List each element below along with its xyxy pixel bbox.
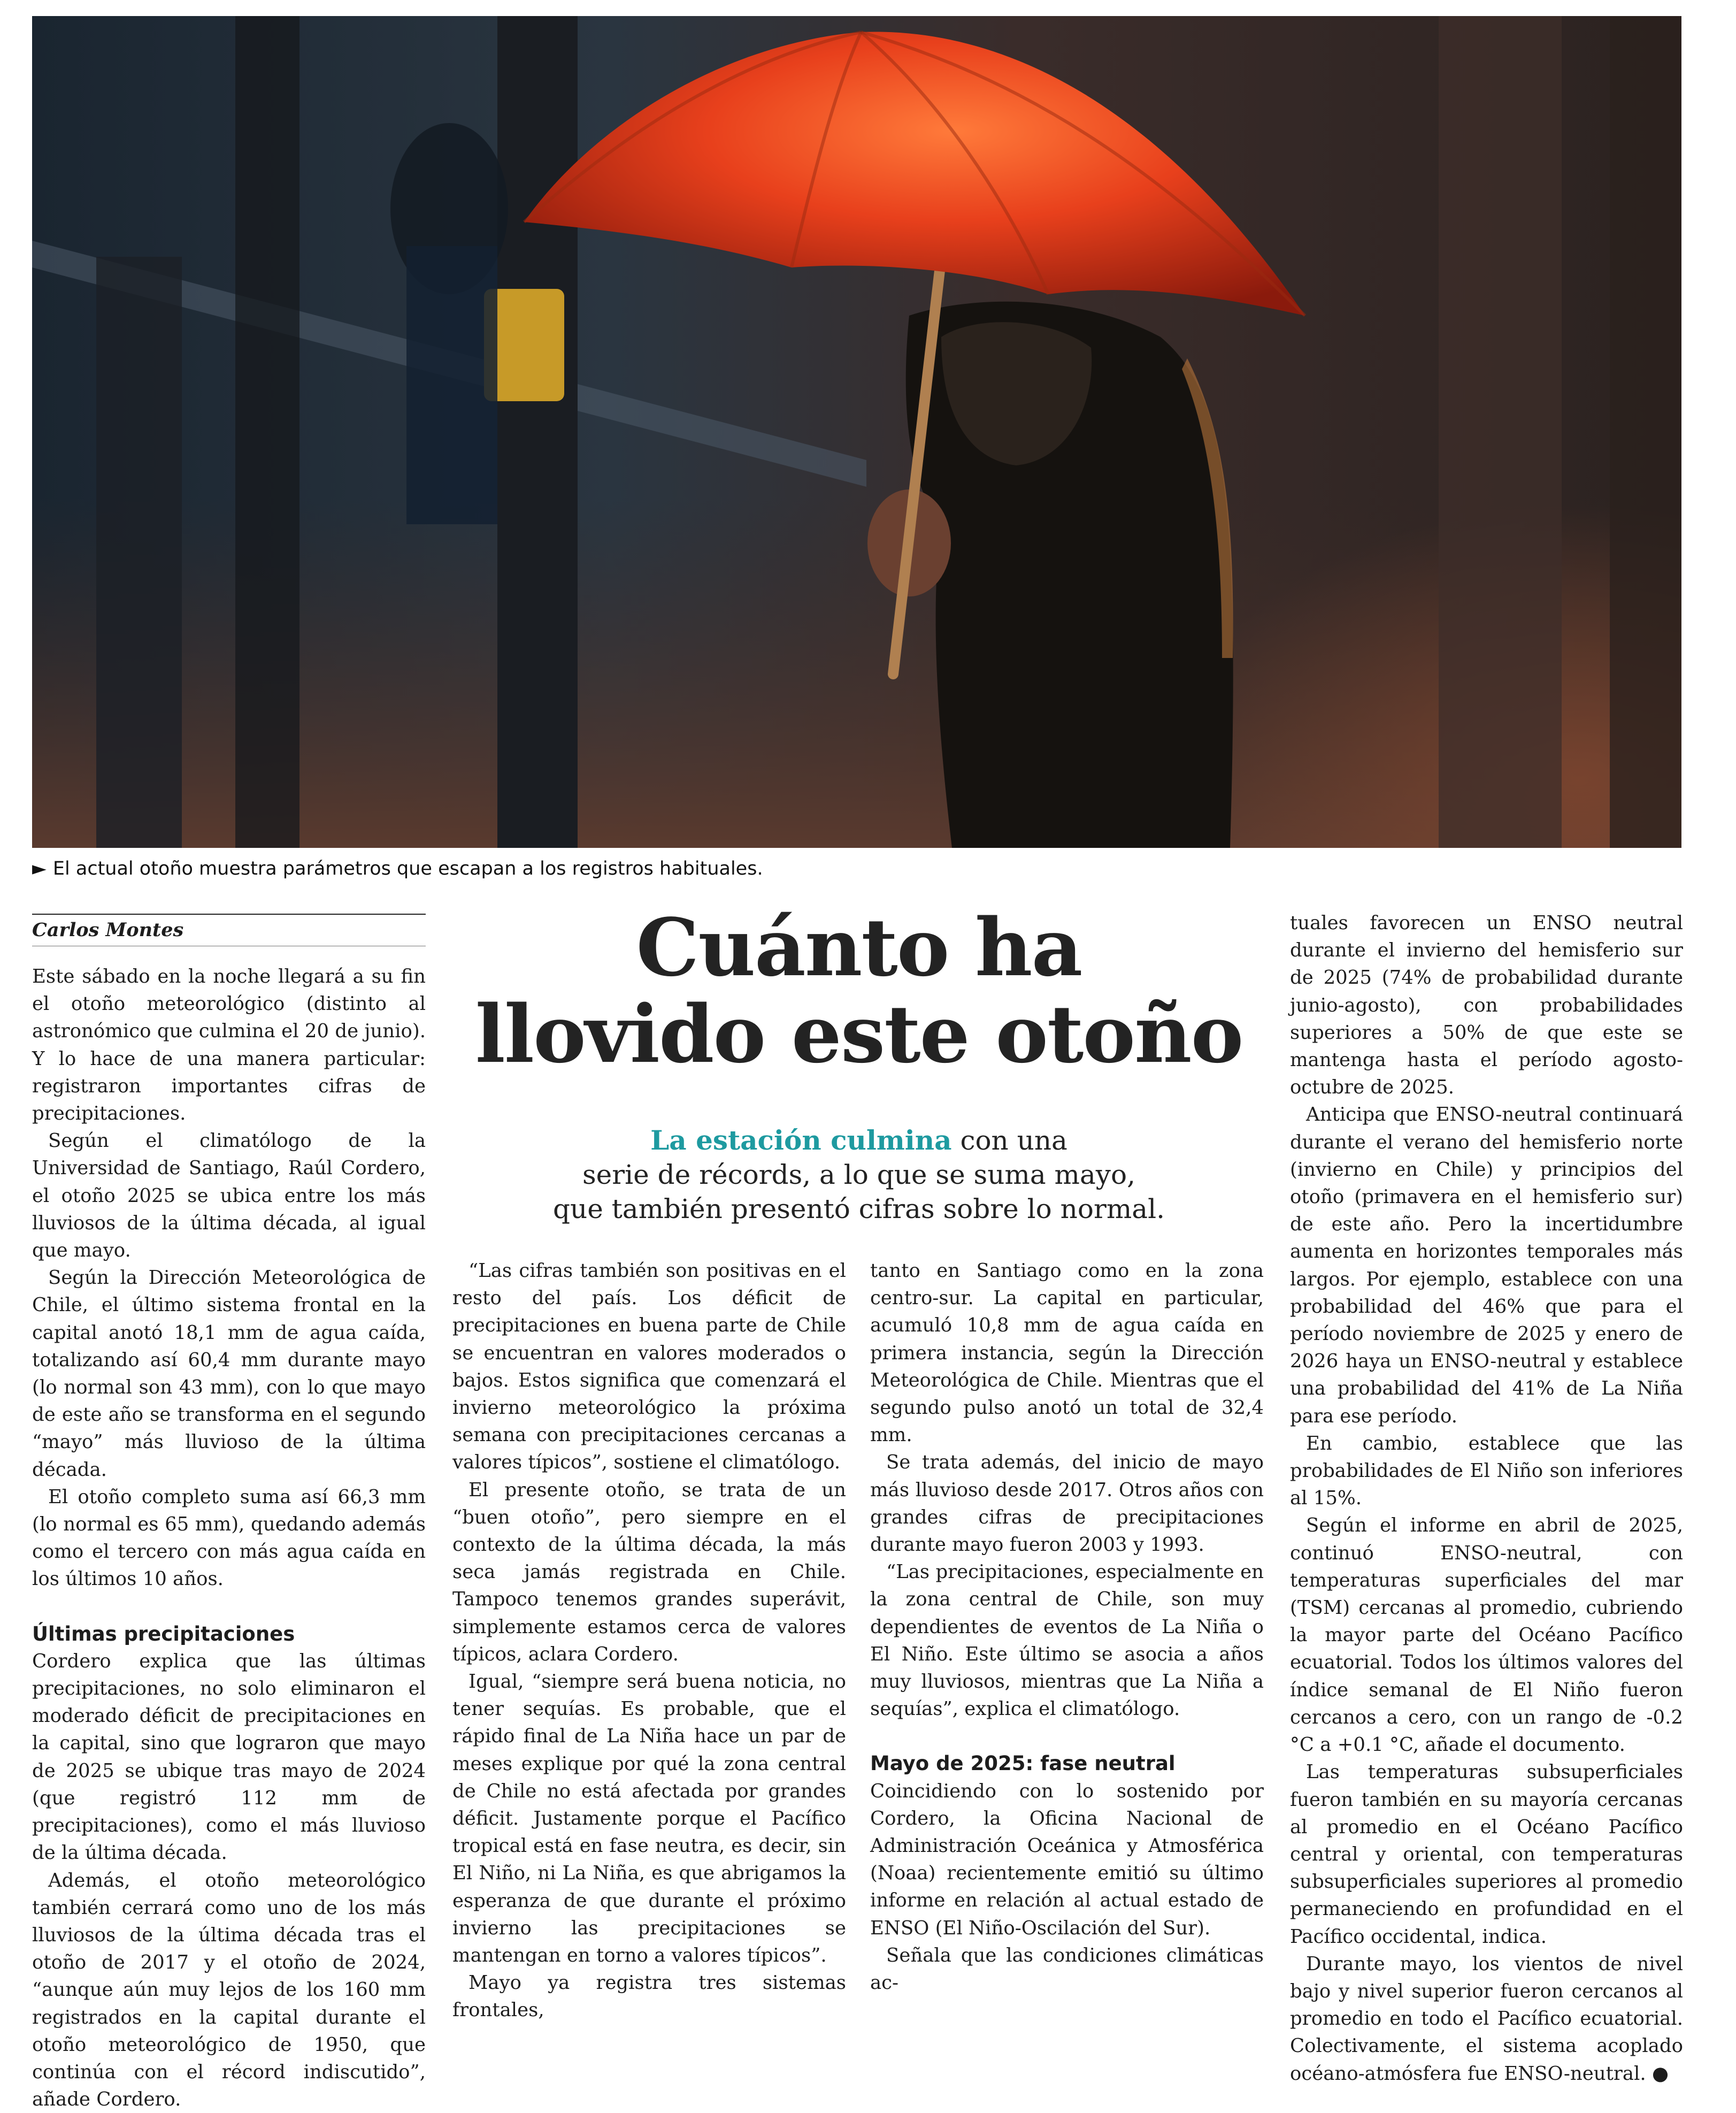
deck-lead: La estación culmina: [650, 1124, 951, 1156]
deck-line-1-rest: con una: [952, 1125, 1067, 1156]
subheading-ultimas-precipitaciones: Últimas precipitaciones: [32, 1620, 426, 1648]
col1-paragraph-5: Cordero explica que las últimas precipitaciones, no solo eliminaron el moderado déficit de precipitaciones en la capital, sino que lograron que mayo de 2025 se ubique tras mayo de 2024 (que registró 112 mm de precipitaciones), como el más lluvioso de la última década.: [32, 1648, 426, 1867]
article-column-2: [452, 1257, 846, 2024]
col1-paragraph-1: Este sábado en la noche llegará a su fin el otoño meteorológico (distinto al astronómico que culmina el 20 de junio). Y lo hace de una manera particular: registraron importantes cifras de precipitaciones.: [32, 963, 426, 1127]
article-column-3: [870, 1257, 1264, 1996]
col4-paragraph-2: Anticipa que ENSO-neutral continuará durante el verano del hemisferio norte (invierno en Chile) y principios del otoño (primavera en el hemisferio sur) de este año. Pero la incertidumbre aumenta en horizontes temporales más largos. Por ejemplo, establece con una probabilidad del 46% que para el período noviembre de 2025 y enero de 2026 haya un ENSO-neutral y establece una probabilidad del 41% de La Niña para ese período.: [1290, 1101, 1683, 1429]
byline-top-rule: [32, 914, 426, 915]
col3-paragraph-5: Señala que las condiciones climáticas ac-: [870, 1942, 1264, 1996]
photo-caption: [32, 855, 1681, 883]
deck-subheadline: [452, 1123, 1265, 1226]
col3-paragraph-4: Coincidiendo con lo sostenido por Cordero, la Oficina Nacional de Administración Oceánica y Atmosférica (Noaa) recientemente emitió su último informe en relación al actual estado de ENSO (El Niño-Oscilación del Sur).: [870, 1778, 1264, 1942]
col4-paragraph-4: Según el informe en abril de 2025, continuó ENSO-neutral, con temperaturas superficiales del mar (TSM) cercanas al promedio, cubriendo la mayor parte del Océano Pacífico ecuatorial. Todos los últimos valores del índice semanal de El Niño fueron cercanos a cero, con un rango de -0.2 °C a +0.1 °C, añade el documento.: [1290, 1512, 1683, 1758]
col1-paragraph-2: Según el climatólogo de la Universidad de Santiago, Raúl Cordero, el otoño 2025 se ubica entre los más lluviosos de la última década, al igual que mayo.: [32, 1127, 426, 1264]
headline-line-2: llovido este otoño: [452, 991, 1265, 1077]
col4-paragraph-1: tuales favorecen un ENSO neutral durante el invierno del hemisferio sur de 2025 (74% de probabilidad durante junio-agosto), con probabilidades superiores a 50% de que este se mantenga hasta el período agosto-octubre de 2025.: [1290, 909, 1683, 1101]
subheading-mayo-2025-fase-neutral: Mayo de 2025: fase neutral: [870, 1750, 1264, 1777]
headline-line-1: Cuánto ha: [452, 904, 1265, 991]
col3-paragraph-3: “Las precipitaciones, especialmente en la zona central de Chile, son muy dependientes de eventos de La Niña o El Niño. Este último se asocia a años muy lluviosos, mientras que La Niña a sequías”, explica el climatólogo.: [870, 1558, 1264, 1722]
col1-paragraph-3: Según la Dirección Meteorológica de Chile, el último sistema frontal en la capital anotó 18,1 mm de agua caída, totalizando así 60,4 mm durante mayo (lo normal son 43 mm), con lo que mayo de este año se transforma en el segundo “mayo” más lluvioso de la última década.: [32, 1264, 426, 1483]
col3-paragraph-2: Se trata además, del inicio de mayo más lluvioso desde 2017. Otros años con grandes cifras de precipitaciones durante mayo fueron 2003 y 1993.: [870, 1449, 1264, 1558]
caption-marker-icon: ►: [32, 855, 47, 883]
col4-paragraph-3: En cambio, establece que las probabilidades de El Niño son inferiores al 15%.: [1290, 1430, 1683, 1512]
col2-paragraph-2: El presente otoño, se trata de un “buen otoño”, pero siempre en el contexto de la última década, la más seca jamás registrada en Chile. Tampoco tenemos grandes superávit, simplemente estamos cerca de valores típicos, aclara Cordero.: [452, 1476, 846, 1668]
col1-paragraph-6: Además, el otoño meteorológico también cerrará como uno de los más lluviosos de la última década tras el otoño de 2017 y el otoño de 2024, “aunque aún muy lejos de los 160 mm registrados en la capital durante el otoño meteorológico de 1950, que continúa con el récord indiscutido”, añade Cordero.: [32, 1867, 426, 2113]
article-column-1: [32, 963, 426, 2113]
caption-text: El actual otoño muestra parámetros que escapan a los registros habituales.: [53, 858, 763, 879]
col2-paragraph-3: Igual, “siempre será buena noticia, no tener sequías. Es probable, que el rápido final de La Niña hace un par de meses explique por qué la zona central de Chile no está afectada por grandes déficit. Justamente porque el Pacífico tropical está en fase neutra, es decir, sin El Niño, ni La Niña, es que abrigamos la esperanza de que durante el próximo invierno las precipitaciones se mantengan en torno a valores típicos”.: [452, 1668, 846, 1969]
col2-paragraph-1: “Las cifras también son positivas en el resto del país. Los déficit de precipitaciones en buena parte de Chile se encuentran en valores moderados o bajos. Estos significa que comenzará el invierno meteorológico la próxima semana con precipitaciones cercanas a valores típicos”, sostiene el climatólogo.: [452, 1257, 846, 1476]
col4-paragraph-5: Las temperaturas subsuperficiales fueron también en su mayoría cercanas al promedio en el Océano Pacífico central y oriental, con temperaturas subsuperficiales superiores al promedio permaneciendo en profundidad en el Pacífico occidental, indica.: [1290, 1758, 1683, 1950]
byline: Carlos Montes: [32, 917, 183, 944]
col4-paragraph-6: [1290, 1950, 1683, 2087]
col2-paragraph-4: Mayo ya registra tres sistemas frontales,: [452, 1969, 846, 2024]
photo-person-with-red-umbrella: [32, 16, 1681, 848]
deck-line-3: que también presentó cifras sobre lo normal.: [452, 1192, 1265, 1226]
article-column-4: [1290, 909, 1683, 2087]
col1-paragraph-4: El otoño completo suma así 66,3 mm (lo normal es 65 mm), quedando además como el tercero con más agua caída en los últimos 10 años.: [32, 1483, 426, 1593]
headline: [452, 904, 1265, 1077]
col3-paragraph-1: tanto en Santiago como en la zona centro-sur. La capital en particular, acumuló 10,8 mm de agua caída en primera instancia, según la Dirección Meteorológica de Chile. Mientras que el segundo pulso anotó un total de 32,4 mm.: [870, 1257, 1264, 1449]
deck-line-2: serie de récords, a lo que se suma mayo,: [452, 1158, 1265, 1192]
col4-paragraph-6-text: Durante mayo, los vientos de nivel bajo y nivel superior fueron cercanos al promedio en todo el Pacífico ecuatorial. Colectivamente, el sistema acoplado océano-atmósfera fue ENSO-neutral.: [1290, 1953, 1683, 2085]
end-of-article-bullet-icon: ●: [1652, 2063, 1669, 2085]
